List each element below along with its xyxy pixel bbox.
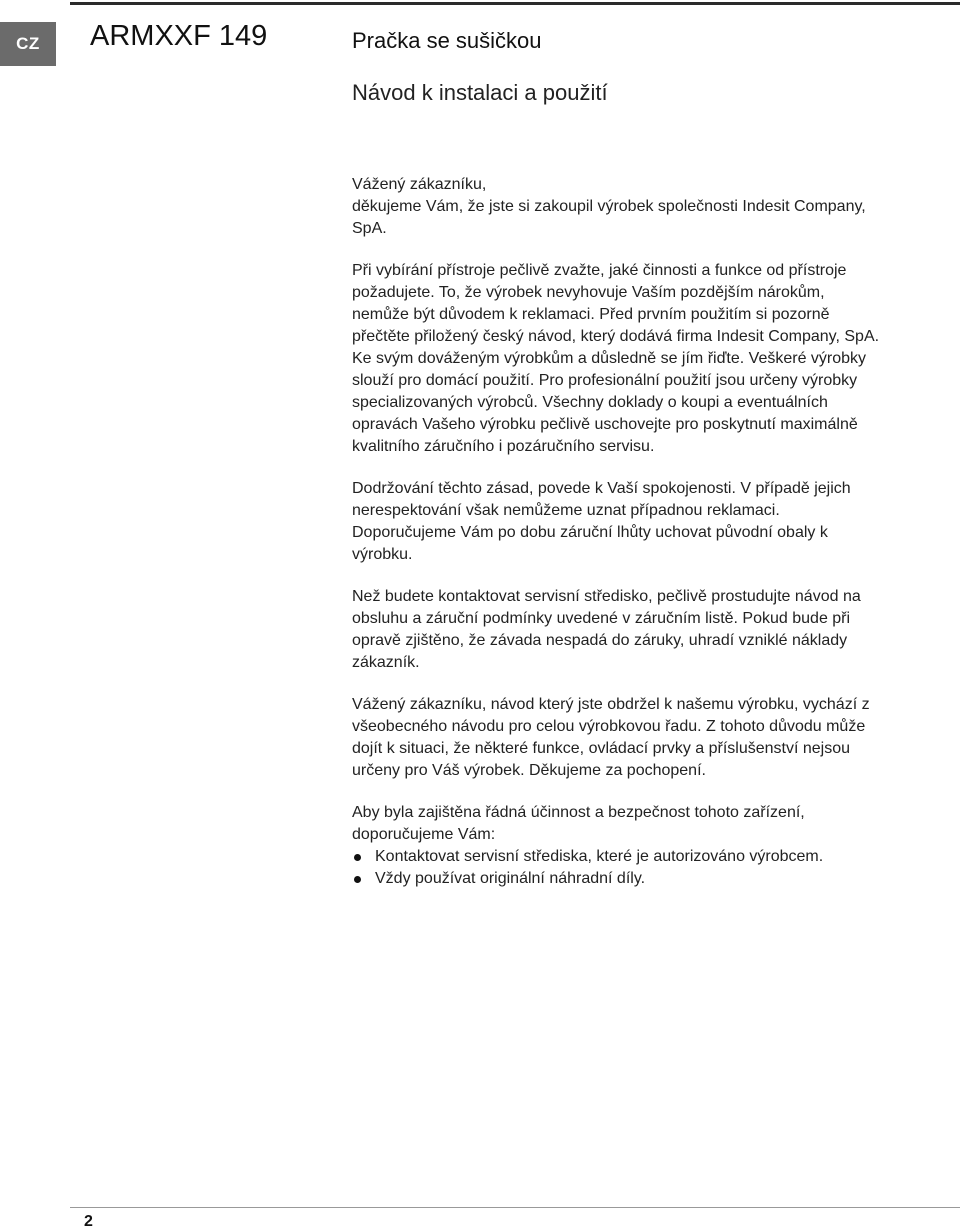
greeting-text: Vážený zákazníku, xyxy=(352,176,487,193)
paragraph-selection-advice: Při vybírání přístroje pečlivě zvažte, jaké činnosti a funkce od přístroje požadujete. To, že výrobek nevyhovuje Vaším pozdějším nárokům, nemůže být důvodem k reklamaci. Před prvním použitím si pozorně přečtěte přiložený český návod, který dodává firma Indesit Company, SpA. Ke svým dováženým výrobkům a důsledně se jím řiďte. Veškeré výrobky slouží pro domácí použití. Pro profesionální použití jsou určeny výrobky specializovaných výrobců. Všechny doklady o koupi a eventuálních opravách Vašeho výrobku pečlivě uschovejte pro poskytnutí maximálně kvalitního záručního i pozáručního servisu. xyxy=(352,262,880,455)
recommendation-block xyxy=(352,802,882,890)
list-item-text: Kontaktovat servisní střediska, které je autorizováno výrobcem. xyxy=(375,848,824,865)
list-item xyxy=(352,868,882,890)
product-type-heading: Pračka se sušičkou xyxy=(352,28,542,53)
model-number: ARMXXF 149 xyxy=(90,20,268,52)
bullet-icon xyxy=(354,854,361,861)
top-rule xyxy=(70,2,960,5)
recommendation-lead: Aby byla zajištěna řádná účinnost a bezpečnost tohoto zařízení, doporučujeme Vám: xyxy=(352,804,805,843)
list-item xyxy=(352,846,882,868)
recommendation-list xyxy=(352,846,882,890)
intro-block xyxy=(352,174,882,240)
paragraph-general-manual: Vážený zákazníku, návod který jste obdržel k našemu výrobku, vychází z všeobecného návodu pro celou výrobkovou řadu. Z tohoto důvodu může dojít k situaci, že některé funkce, ovládací prvky a příslušenství nejsou určeny pro Váš výrobek. Děkujeme za pochopení. xyxy=(352,696,870,779)
document-title: Návod k instalaci a použití xyxy=(352,80,608,105)
main-content xyxy=(352,174,882,890)
list-item-text: Vždy používat originální náhradní díly. xyxy=(375,870,646,887)
bottom-rule xyxy=(70,1207,960,1208)
thanks-text: děkujeme Vám, že jste si zakoupil výrobek společnosti Indesit Company, SpA. xyxy=(352,198,866,237)
paragraph-service-contact: Než budete kontaktovat servisní středisko, pečlivě prostudujte návod na obsluhu a záruční podmínky uvedené v záručním listě. Pokud bude při opravě zjištěno, že závada nespadá do záruky, uhradí vzniklé náklady zákazník. xyxy=(352,588,861,671)
bullet-icon xyxy=(354,876,361,883)
page-number: 2 xyxy=(84,1213,93,1230)
language-badge: CZ xyxy=(0,22,56,66)
paragraph-compliance: Dodržování těchto zásad, povede k Vaší spokojenosti. V případě jejich nerespektování však nemůžeme uznat případnou reklamaci. Doporučujeme Vám po dobu záruční lhůty uchovat původní obaly k výrobku. xyxy=(352,480,851,563)
